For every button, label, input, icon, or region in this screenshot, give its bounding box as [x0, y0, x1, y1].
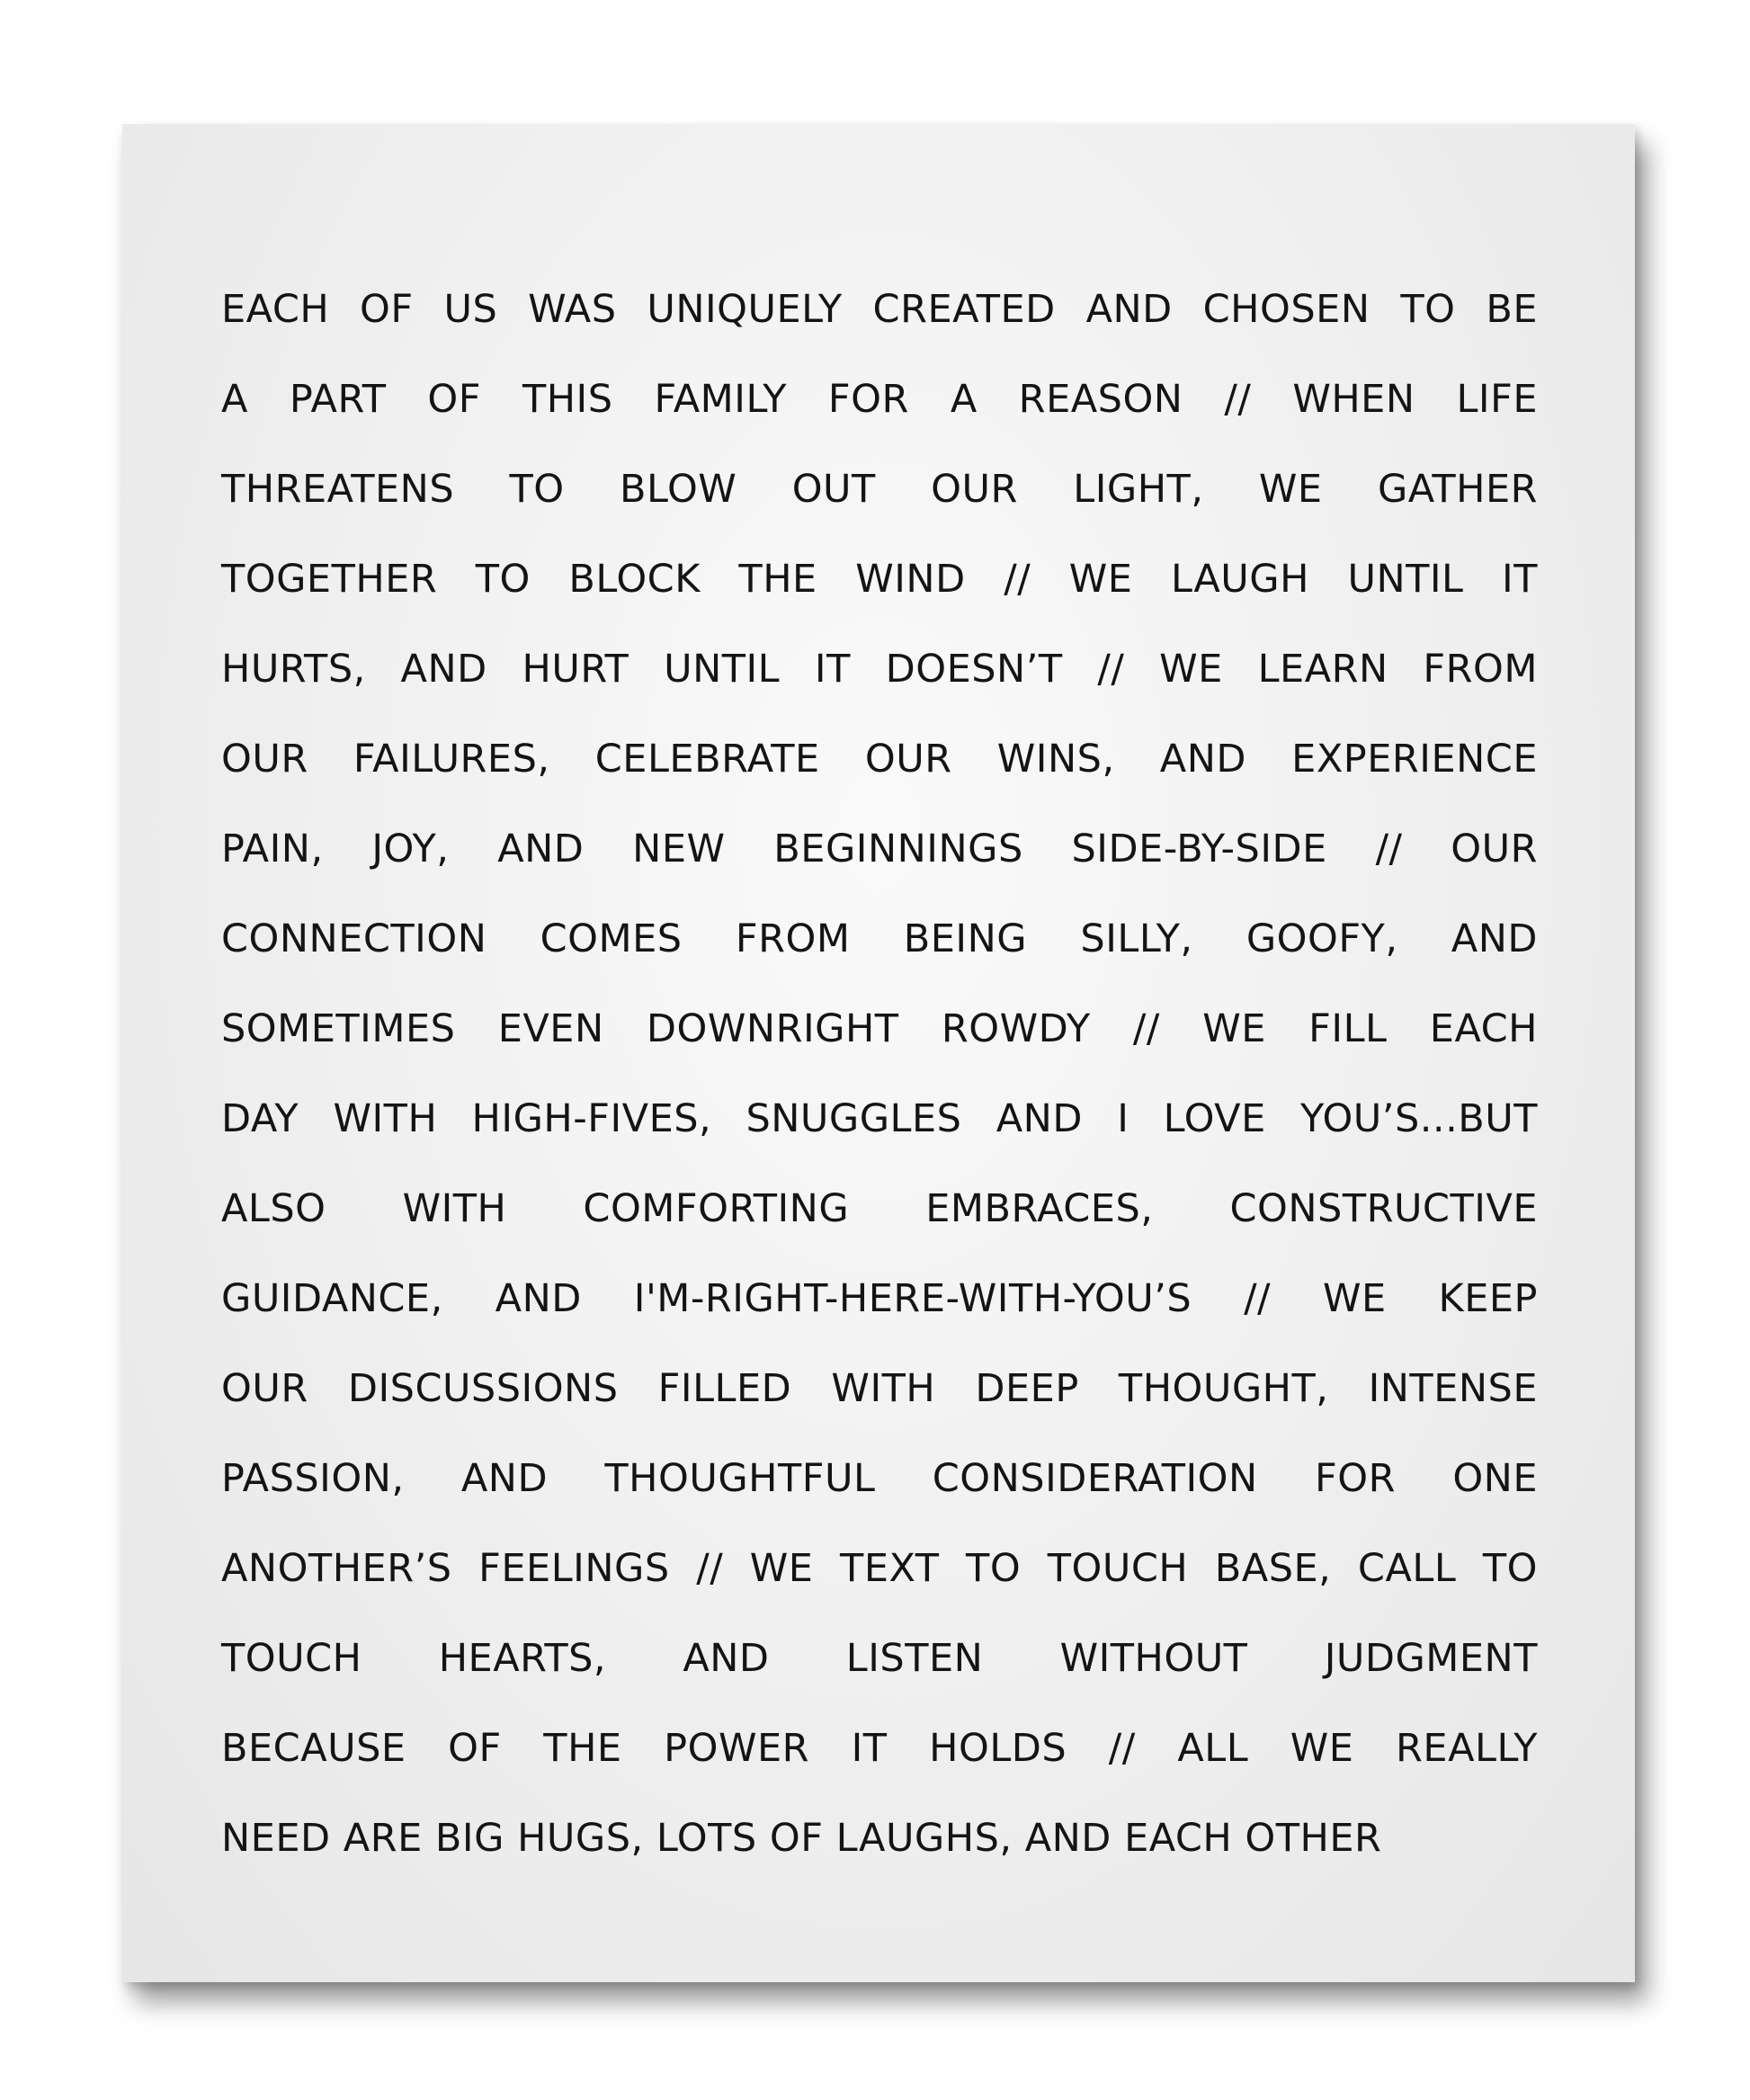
manifesto-line: ALSO WITH COMFORTING EMBRACES, CONSTRUCTIVE [221, 1186, 1538, 1231]
manifesto-line: SOMETIMES EVEN DOWNRIGHT ROWDY // WE FILL EACH [221, 1006, 1538, 1051]
manifesto-line: DAY WITH HIGH-FIVES, SNUGGLES AND I LOVE YOU’S...BUT [221, 1096, 1538, 1141]
manifesto-line: OUR DISCUSSIONS FILLED WITH DEEP THOUGHT, INTENSE [221, 1366, 1538, 1411]
manifesto-line: EACH OF US WAS UNIQUELY CREATED AND CHOSEN TO BE [221, 287, 1538, 332]
manifesto-line: TOUCH HEARTS, AND LISTEN WITHOUT JUDGMENT [221, 1636, 1538, 1681]
manifesto-line: OUR FAILURES, CELEBRATE OUR WINS, AND EXPERIENCE [221, 737, 1538, 782]
manifesto-line: GUIDANCE, AND I'M-RIGHT-HERE-WITH-YOU’S // WE KEEP [221, 1276, 1538, 1321]
manifesto-line: THREATENS TO BLOW OUT OUR LIGHT, WE GATHER [221, 467, 1538, 512]
canvas-print [122, 124, 1635, 1982]
manifesto-line: PASSION, AND THOUGHTFUL CONSIDERATION FOR ONE [221, 1456, 1538, 1501]
manifesto-line: HURTS, AND HURT UNTIL IT DOESN’T // WE LEARN FROM [221, 647, 1538, 692]
manifesto-line: CONNECTION COMES FROM BEING SILLY, GOOFY, AND [221, 916, 1538, 961]
manifesto-line: PAIN, JOY, AND NEW BEGINNINGS SIDE-BY-SIDE // OUR [221, 827, 1538, 871]
manifesto-line: BECAUSE OF THE POWER IT HOLDS // ALL WE REALLY [221, 1726, 1538, 1771]
manifesto-line: ANOTHER’S FEELINGS // WE TEXT TO TOUCH BASE, CALL TO [221, 1546, 1538, 1591]
family-manifesto-text [221, 264, 1538, 1883]
manifesto-line: A PART OF THIS FAMILY FOR A REASON // WHEN LIFE [221, 377, 1538, 422]
manifesto-line: TOGETHER TO BLOCK THE WIND // WE LAUGH UNTIL IT [221, 557, 1538, 602]
manifesto-line-last: NEED ARE BIG HUGS, LOTS OF LAUGHS, AND EACH OTHER [221, 1816, 1382, 1861]
